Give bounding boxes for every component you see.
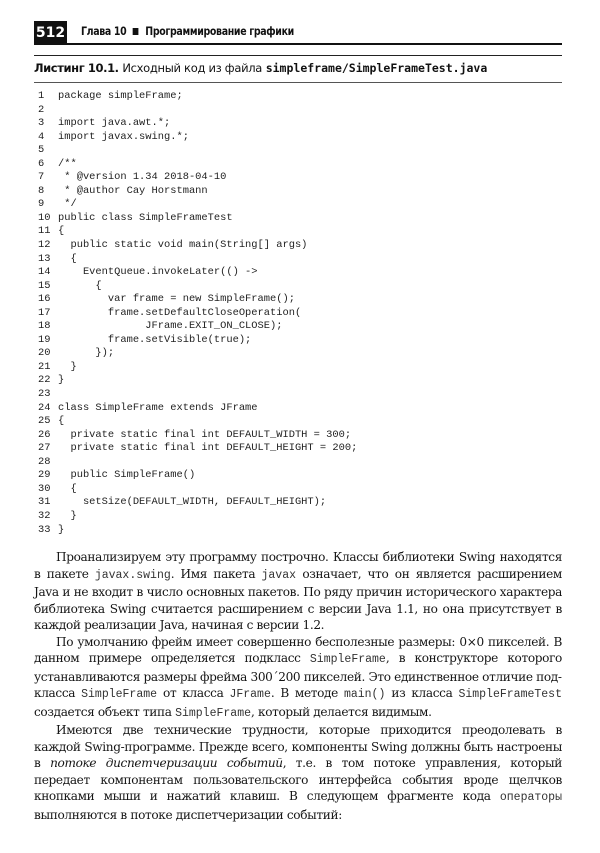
code-line xyxy=(38,253,357,267)
code-text: import javax.swing.*; xyxy=(58,130,189,143)
code-text: } xyxy=(58,523,65,536)
code-text: setSize(DEFAULT_WIDTH, DEFAULT_HEIGHT); xyxy=(58,496,327,509)
inline-code: javax.swing xyxy=(94,568,171,582)
code-text: JFrame.EXIT_ON_CLOSE); xyxy=(58,320,283,333)
code-line xyxy=(38,415,357,429)
line-number: 21 xyxy=(38,360,51,373)
code-line xyxy=(38,131,357,145)
code-line xyxy=(38,388,357,402)
line-number: 25 xyxy=(38,415,51,428)
page-number: 512 xyxy=(34,21,67,45)
line-number: 23 xyxy=(38,388,51,401)
code-line xyxy=(38,361,357,375)
code-text: /** xyxy=(58,157,77,170)
code-text: import java.awt.*; xyxy=(58,117,171,130)
code-text: public SimpleFrame() xyxy=(58,469,196,482)
text-run: . Имя пакета xyxy=(170,566,262,581)
running-head-title xyxy=(81,24,294,38)
paragraph-1 xyxy=(34,549,562,634)
code-text: var frame = new SimpleFrame(); xyxy=(58,293,295,306)
code-line xyxy=(38,280,357,294)
paragraph-3 xyxy=(34,722,562,823)
listing-caption-text: Исходный код из файла xyxy=(122,61,263,75)
text-run: означает, что он является расширением Java и не входит в число основных пакетов. По ряду причин исторического характера библиотека Swing считается расширением с версии Java 1.1, но она присутствует в каждой реализации Java, начиная с версии 1.2. xyxy=(34,566,562,632)
code-line xyxy=(38,266,357,280)
code-line xyxy=(38,402,357,416)
text-run: , который делается видимым. xyxy=(251,704,432,719)
line-number: 4 xyxy=(38,130,45,143)
code-text: public class SimpleFrameTest xyxy=(58,211,233,224)
chapter-label: Глава 10 xyxy=(81,24,127,38)
line-number: 5 xyxy=(38,144,45,157)
line-number: 16 xyxy=(38,293,51,306)
code-listing xyxy=(38,90,357,537)
code-text: class SimpleFrame extends JFrame xyxy=(58,401,258,414)
code-line xyxy=(38,347,357,361)
text-run: , в конструкторе которого устанавливаются размеры фрейма 300´200 пикселей. Это единственное отличие подкласса xyxy=(34,651,562,700)
text-run: Имеются две технические трудности, которые приходится преодолевать в каждой Swing-программе. Прежде всего, компоненты Swing должны быть настроены в xyxy=(34,723,562,770)
text-run: из класса xyxy=(385,686,459,700)
code-line xyxy=(38,374,357,388)
code-text: private static final int DEFAULT_WIDTH = 300; xyxy=(58,428,352,441)
line-number: 30 xyxy=(38,482,51,495)
code-line xyxy=(38,158,357,172)
line-number: 7 xyxy=(38,171,45,184)
code-text: { xyxy=(58,279,102,292)
text-run: создается объект типа xyxy=(34,704,176,719)
line-number: 32 xyxy=(38,509,51,522)
line-number: 17 xyxy=(38,306,51,319)
code-line xyxy=(38,239,357,253)
code-line xyxy=(38,334,357,348)
code-text: { xyxy=(58,415,65,428)
line-number: 33 xyxy=(38,523,51,536)
code-text: public static void main(String[] args) xyxy=(58,239,308,252)
italic-term: потоке диспетчеризации событий xyxy=(50,756,283,770)
code-text: */ xyxy=(58,198,77,211)
square-bullet-icon xyxy=(133,28,139,35)
code-line xyxy=(38,456,357,470)
line-number: 6 xyxy=(38,157,45,170)
code-line xyxy=(38,510,357,524)
code-text: frame.setDefaultCloseOperation( xyxy=(58,306,302,319)
code-line xyxy=(38,293,357,307)
code-text: { xyxy=(58,225,65,238)
code-line xyxy=(38,171,357,185)
code-line xyxy=(38,144,357,158)
line-number: 27 xyxy=(38,442,51,455)
body-text xyxy=(34,549,562,823)
line-number: 12 xyxy=(38,239,51,252)
code-text: { xyxy=(58,482,77,495)
text-run: Проанализируем эту программу построчно. Классы библиотеки Swing находятся в пакете xyxy=(34,550,562,581)
inline-code: SimpleFrame xyxy=(309,653,386,666)
code-line xyxy=(38,212,357,226)
code-text: } xyxy=(58,360,77,373)
code-line xyxy=(38,198,357,212)
text-run: , т.е. в том потоке управления, который передает компонентам пользовательского интерфейса события вроде щелчков кнопками мыши и нажатий клавиш. В следующем фрагменте кода xyxy=(34,756,563,803)
code-text: { xyxy=(58,252,77,265)
line-number: 29 xyxy=(38,469,51,482)
line-number: 18 xyxy=(38,320,51,333)
inline-code: SimpleFrame xyxy=(175,706,251,720)
line-number: 3 xyxy=(38,117,45,130)
code-text: * @version 1.34 2018-04-10 xyxy=(58,171,227,184)
inline-code: SimpleFrameTest xyxy=(458,688,562,701)
code-text: }); xyxy=(58,347,115,360)
line-number: 28 xyxy=(38,455,51,468)
code-text: } xyxy=(58,509,77,522)
code-line xyxy=(38,307,357,321)
code-text: EventQueue.invokeLater(() -> xyxy=(58,266,258,279)
code-line xyxy=(38,469,357,483)
running-header xyxy=(34,21,562,45)
code-text: private static final int DEFAULT_HEIGHT = 200; xyxy=(58,442,358,455)
inline-code: main() xyxy=(343,688,386,701)
line-number: 24 xyxy=(38,401,51,414)
line-number: 20 xyxy=(38,347,51,360)
text-run: По умолчанию фрейм имеет совершенно бесполезные размеры: 0×0 пикселей. В данном примере определяется подкласс xyxy=(34,634,562,665)
line-number: 8 xyxy=(38,184,45,197)
line-number: 19 xyxy=(38,333,51,346)
line-number: 22 xyxy=(38,374,51,387)
line-number: 26 xyxy=(38,428,51,441)
code-line xyxy=(38,104,357,118)
code-line xyxy=(38,90,357,104)
inline-code: javax xyxy=(261,568,297,582)
listing-rule-top xyxy=(34,55,562,56)
code-line xyxy=(38,496,357,510)
paragraph-2 xyxy=(34,634,562,723)
text-run: . В методе xyxy=(270,686,344,700)
code-line xyxy=(38,117,357,131)
code-text: package simpleFrame; xyxy=(58,90,183,102)
code-line xyxy=(38,483,357,497)
line-number: 10 xyxy=(38,211,51,224)
code-text: } xyxy=(58,374,65,387)
line-number: 9 xyxy=(38,198,45,211)
code-text: * @author Cay Horstmann xyxy=(58,184,208,197)
inline-code: операторы xyxy=(499,791,562,804)
code-text: frame.setVisible(true); xyxy=(58,333,252,346)
line-number: 13 xyxy=(38,252,51,265)
text-run: от класса xyxy=(157,686,230,700)
inline-code: JFrame xyxy=(229,688,271,701)
listing-file-name: simpleframe/SimpleFrameTest.java xyxy=(265,61,488,75)
listing-caption xyxy=(34,61,487,75)
code-line xyxy=(38,524,357,538)
code-line xyxy=(38,185,357,199)
listing-label: Листинг 10.1. xyxy=(34,61,119,75)
line-number: 15 xyxy=(38,279,51,292)
line-number: 14 xyxy=(38,266,51,279)
line-number: 1 xyxy=(38,90,45,102)
listing-rule-bottom xyxy=(34,82,562,83)
line-number: 31 xyxy=(38,496,51,509)
line-number: 2 xyxy=(38,103,45,116)
code-line xyxy=(38,442,357,456)
inline-code: SimpleFrame xyxy=(81,688,158,701)
code-line xyxy=(38,225,357,239)
text-run: выполняются в потоке диспетчеризации событий: xyxy=(34,807,342,822)
chapter-title: Программирование графики xyxy=(145,24,294,38)
line-number: 11 xyxy=(38,225,51,238)
code-line xyxy=(38,320,357,334)
code-line xyxy=(38,429,357,443)
